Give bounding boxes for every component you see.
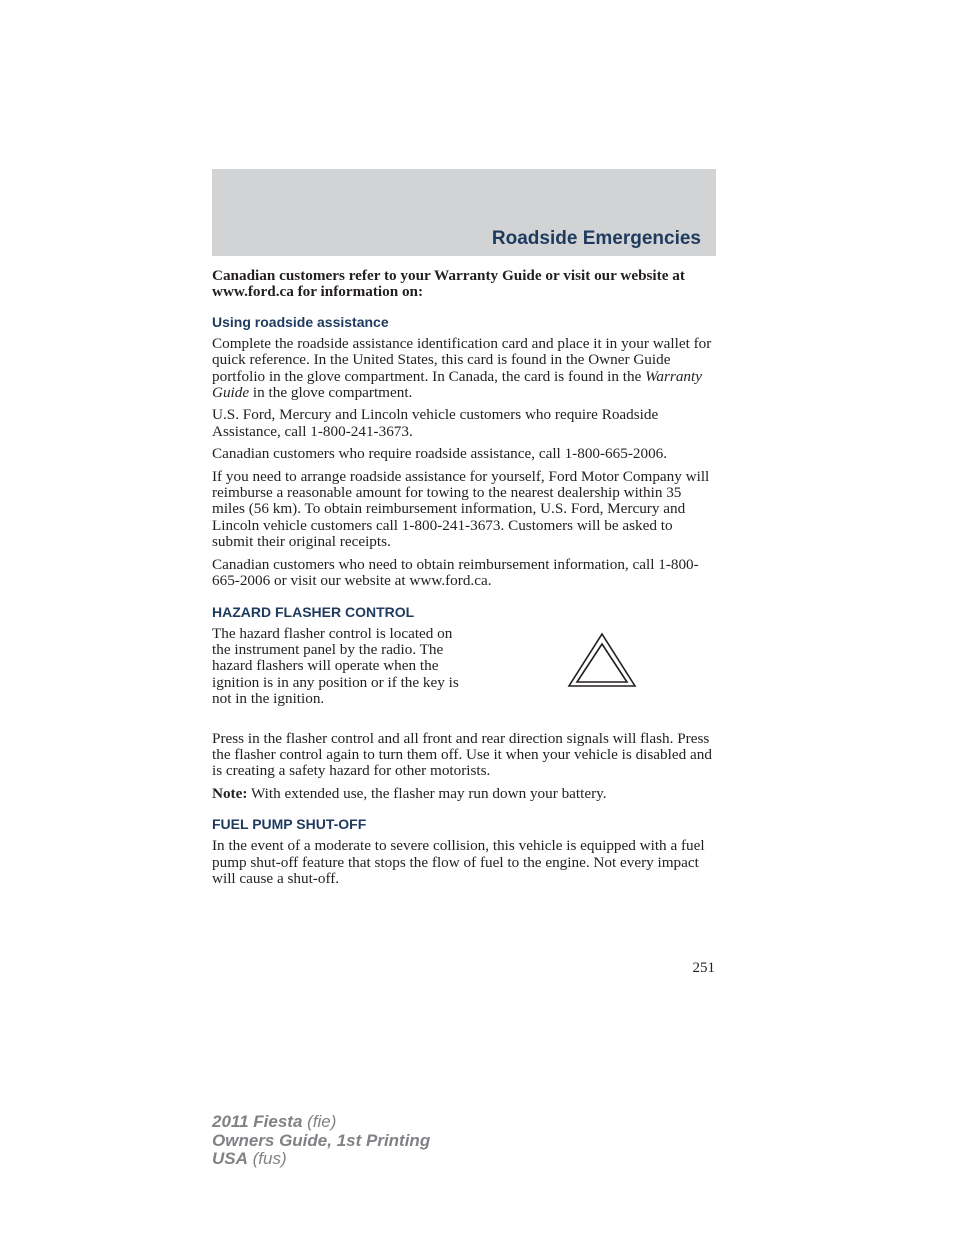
header-band: [212, 169, 716, 256]
roadside-p1-after: in the glove compartment.: [249, 384, 413, 402]
footer: [212, 1113, 430, 1169]
hazard-row: [212, 626, 716, 725]
note-label: Note:: [212, 784, 248, 802]
footer-guide: Owners Guide, 1st Printing: [212, 1130, 431, 1150]
hazard-heading: HAZARD FLASHER CONTROL: [212, 603, 415, 620]
roadside-p1-before: Complete the roadside assistance identification card and place it in your wallet for quick reference. In the United States, this card is found in the Owner Guide portfolio in the glove compartment. In Canada, the card is found in the: [212, 334, 712, 385]
roadside-paragraph-2: U.S. Ford, Mercury and Lincoln vehicle customers who require Roadside Assistance, call 1-800-241-3673.: [212, 406, 659, 440]
hazard-paragraph-1: The hazard flasher control is located on the instrument panel by the radio. The hazard flashers will operate when the ignition is in any position or if the key is not in the ignition.: [212, 624, 459, 708]
roadside-paragraph-3: Canadian customers who require roadside assistance, call 1-800-665-2006.: [212, 445, 668, 463]
roadside-heading: Using roadside assistance: [212, 313, 389, 330]
footer-model: 2011 Fiesta: [212, 1112, 303, 1131]
footer-model-code: (fie): [302, 1112, 337, 1131]
roadside-paragraph-1: [212, 336, 716, 402]
fuel-heading: FUEL PUMP SHUT-OFF: [212, 816, 367, 833]
roadside-paragraph-4: If you need to arrange roadside assistance for yourself, Ford Motor Company will reimburse a reasonable amount for towing to the nearest dealership within 35 miles (56 km). To obtain reimbursement information, U.S. Ford, Mercury and Lincoln vehicle customers call 1-800-241-3673. Customers will be asked to submit their original receipts.: [212, 467, 710, 551]
content: [212, 268, 716, 893]
intro-text: Canadian customers refer to your Warranty Guide or visit our website at www.ford.ca for information on:: [212, 267, 685, 301]
note-text: With extended use, the flasher may run down your battery.: [247, 784, 607, 802]
page-number: 251: [692, 960, 715, 976]
hazard-note: [212, 786, 716, 802]
footer-line-3: [212, 1150, 430, 1169]
footer-market-code: (fus): [247, 1149, 287, 1168]
footer-line-2: [212, 1132, 430, 1151]
hazard-triangle-icon: [567, 632, 637, 688]
warranty-guide-italic: Warranty Guide: [212, 367, 702, 402]
footer-market: USA: [212, 1149, 248, 1168]
page-title: Roadside Emergencies: [491, 228, 701, 249]
fuel-paragraph-1: In the event of a moderate to severe collision, this vehicle is equipped with a fuel pump shut-off feature that stops the flow of fuel to the engine. Not every impact will cause a shut-off.: [212, 837, 705, 887]
hazard-paragraph-2: Press in the flasher control and all front and rear direction signals will flash. Press the flasher control again to turn them off. Use it when your vehicle is disabled and is creating a safety hazard for other motorists.: [212, 729, 712, 780]
footer-line-1: [212, 1113, 430, 1132]
roadside-paragraph-5: Canadian customers who need to obtain reimbursement information, call 1-800-665-2006 or visit our website at www.ford.ca.: [212, 555, 699, 590]
